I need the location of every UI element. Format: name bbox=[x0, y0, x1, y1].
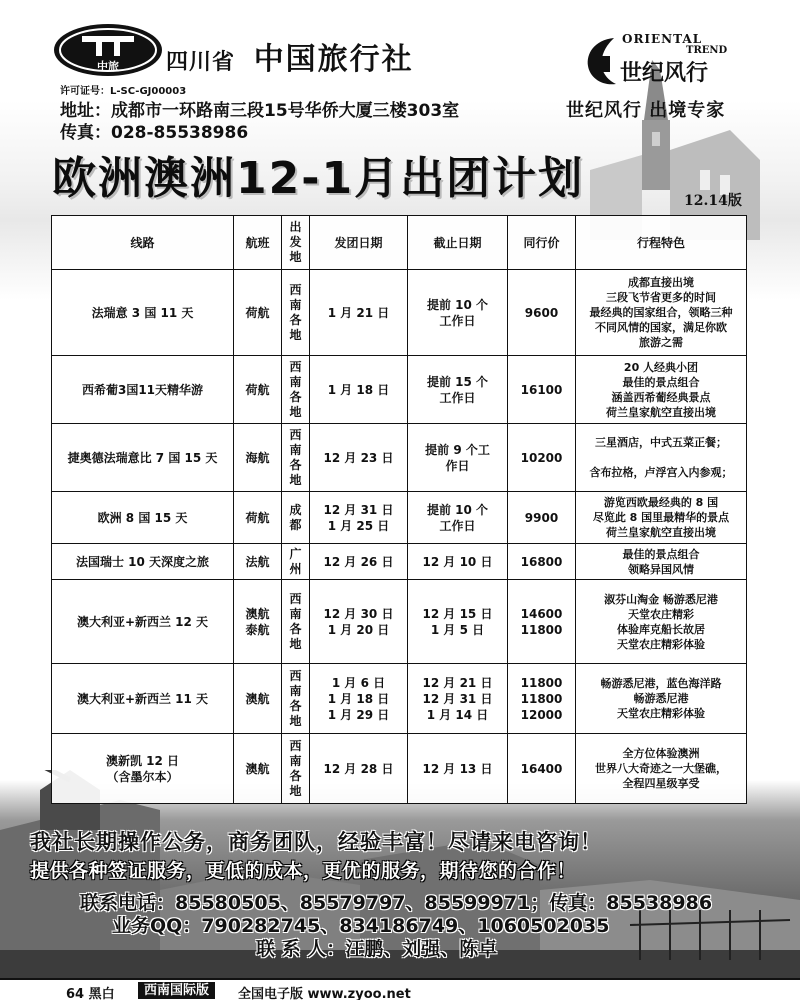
promo-line-1: 我社长期操作公务，商务团队，经验丰富！尽请来电咨询！ bbox=[30, 830, 602, 854]
deadline-cell: 12 月 21 日 12 月 31 日 1 月 14 日 bbox=[408, 664, 508, 734]
route-cell: 法瑞意 3 国 11 天 bbox=[52, 270, 234, 356]
header-route: 线路 bbox=[52, 216, 234, 270]
departure-cell: 西 南 各 地 bbox=[282, 270, 310, 356]
fax-number: 传真：028-85538986 bbox=[60, 123, 249, 143]
dates-cell: 12 月 28 日 bbox=[310, 734, 408, 804]
route-cell: 捷奥德法瑞意比 7 国 15 天 bbox=[52, 424, 234, 492]
airline-cell: 荷航 bbox=[234, 492, 282, 544]
contact-qq: 业务QQ：790282745、834186749、1060502035 bbox=[112, 915, 610, 937]
airline-cell: 荷航 bbox=[234, 356, 282, 424]
route-cell: 澳新凯 12 日 （含墨尔本） bbox=[52, 734, 234, 804]
deadline-cell: 12 月 13 日 bbox=[408, 734, 508, 804]
tour-schedule-table bbox=[51, 215, 747, 804]
table-row bbox=[52, 664, 747, 734]
brand-name: 中国旅行社 bbox=[253, 42, 414, 77]
dates-cell: 12 月 30 日 1 月 20 日 bbox=[310, 580, 408, 664]
partner-slogan: 世纪风行 出境专家 bbox=[566, 100, 726, 121]
contact-phone: 联系电话：85580505、85579797、85599971；传真：85538986 bbox=[80, 892, 713, 914]
agency-name bbox=[166, 34, 414, 78]
route-cell: 澳大利亚+新西兰 12 天 bbox=[52, 580, 234, 664]
partner-emblem-icon bbox=[584, 34, 620, 88]
table-row bbox=[52, 734, 747, 804]
features-cell: 游览西欧最经典的 8 国 尽览此 8 国里最精华的景点 荷兰皇家航空直接出境 bbox=[576, 492, 747, 544]
price-cell: 10200 bbox=[508, 424, 576, 492]
table-row bbox=[52, 424, 747, 492]
departure-cell: 西 南 各 地 bbox=[282, 664, 310, 734]
features-cell: 20 人经典小团 最佳的景点组合 涵盖西希葡经典景点 荷兰皇家航空直接出境 bbox=[576, 356, 747, 424]
features-cell: 全方位体验澳洲 世界八大奇迹之一大堡礁， 全程四星级享受 bbox=[576, 734, 747, 804]
route-cell: 法国瑞士 10 天深度之旅 bbox=[52, 544, 234, 580]
deadline-cell: 提前 15 个 工作日 bbox=[408, 356, 508, 424]
website-link[interactable]: 全国电子版 www.zyoo.net bbox=[238, 987, 411, 1000]
license-number: 许可证号：L-SC-GJ00003 bbox=[60, 86, 187, 97]
deadline-cell: 提前 10 个 工作日 bbox=[408, 270, 508, 356]
partner-chinese-name: 世纪风行 bbox=[620, 60, 709, 86]
contact-person: 联 系 人：汪鹏、刘强、陈卓 bbox=[256, 938, 498, 960]
partner-english-name: ORIENTAL bbox=[622, 32, 703, 46]
departure-cell: 广 州 bbox=[282, 544, 310, 580]
page-title: 欧洲澳洲12-1月出团计划 bbox=[52, 153, 585, 204]
price-cell: 11800 11800 12000 bbox=[508, 664, 576, 734]
price-cell: 9900 bbox=[508, 492, 576, 544]
departure-cell: 西 南 各 地 bbox=[282, 356, 310, 424]
address: 地址：成都市一环路南三段15号华侨大厦三楼303室 bbox=[60, 101, 460, 121]
airline-cell: 澳航 泰航 bbox=[234, 580, 282, 664]
features-cell: 淑芬山淘金 畅游悉尼港 天堂农庄精彩 体验库克船长故居 天堂农庄精彩体验 bbox=[576, 580, 747, 664]
features-cell: 畅游悉尼港，蓝色海洋路 畅游悉尼港 天堂农庄精彩体验 bbox=[576, 664, 747, 734]
header-features: 行程特色 bbox=[576, 216, 747, 270]
departure-cell: 西 南 各 地 bbox=[282, 424, 310, 492]
header-departure: 出 发 地 bbox=[282, 216, 310, 270]
header-price: 同行价 bbox=[508, 216, 576, 270]
route-cell: 澳大利亚+新西兰 11 天 bbox=[52, 664, 234, 734]
departure-cell: 西 南 各 地 bbox=[282, 734, 310, 804]
table-row bbox=[52, 492, 747, 544]
table-header-row bbox=[52, 216, 747, 270]
table-row bbox=[52, 544, 747, 580]
page-number: 64 黑白 bbox=[66, 987, 115, 1000]
deadline-cell: 提前 10 个 工作日 bbox=[408, 492, 508, 544]
route-cell: 欧洲 8 国 15 天 bbox=[52, 492, 234, 544]
cits-logo-icon bbox=[52, 22, 164, 78]
partner-english-sub: TREND bbox=[686, 45, 728, 56]
table-row bbox=[52, 270, 747, 356]
header-dates: 发团日期 bbox=[310, 216, 408, 270]
price-cell: 14600 11800 bbox=[508, 580, 576, 664]
price-cell: 16800 bbox=[508, 544, 576, 580]
dates-cell: 1 月 18 日 bbox=[310, 356, 408, 424]
table-row bbox=[52, 356, 747, 424]
route-cell: 西希葡3国11天精华游 bbox=[52, 356, 234, 424]
deadline-cell: 提前 9 个工 作日 bbox=[408, 424, 508, 492]
departure-cell: 西 南 各 地 bbox=[282, 580, 310, 664]
features-cell: 成都直接出境 三段飞节省更多的时间 最经典的国家组合，领略三种 不同风情的国家，满足你欧 旅游之需 bbox=[576, 270, 747, 356]
airline-cell: 海航 bbox=[234, 424, 282, 492]
features-cell: 三星酒店，中式五菜正餐； 含布拉格，卢浮宫入内参观； bbox=[576, 424, 747, 492]
dates-cell: 12 月 23 日 bbox=[310, 424, 408, 492]
airline-cell: 荷航 bbox=[234, 270, 282, 356]
partner-logo bbox=[584, 30, 744, 92]
header-airline: 航班 bbox=[234, 216, 282, 270]
dates-cell: 1 月 6 日 1 月 18 日 1 月 29 日 bbox=[310, 664, 408, 734]
price-cell: 16100 bbox=[508, 356, 576, 424]
province-label: 四川省 bbox=[166, 50, 236, 75]
dates-cell: 12 月 31 日 1 月 25 日 bbox=[310, 492, 408, 544]
airline-cell: 法航 bbox=[234, 544, 282, 580]
airline-cell: 澳航 bbox=[234, 734, 282, 804]
header-deadline: 截止日期 bbox=[408, 216, 508, 270]
dates-cell: 12 月 26 日 bbox=[310, 544, 408, 580]
section-badge: 西南国际版 bbox=[138, 982, 215, 999]
airline-cell: 澳航 bbox=[234, 664, 282, 734]
deadline-cell: 12 月 15 日 1 月 5 日 bbox=[408, 580, 508, 664]
features-cell: 最佳的景点组合 领略异国风情 bbox=[576, 544, 747, 580]
price-cell: 9600 bbox=[508, 270, 576, 356]
logo-text: 中旅 bbox=[97, 60, 119, 73]
deadline-cell: 12 月 10 日 bbox=[408, 544, 508, 580]
page-footer bbox=[0, 978, 800, 1000]
table-row bbox=[52, 580, 747, 664]
version-label: 12.14版 bbox=[684, 193, 742, 209]
promo-line-2: 提供各种签证服务，更低的成本，更优的服务，期待您的合作！ bbox=[30, 860, 577, 882]
price-cell: 16400 bbox=[508, 734, 576, 804]
departure-cell: 成 都 bbox=[282, 492, 310, 544]
dates-cell: 1 月 21 日 bbox=[310, 270, 408, 356]
